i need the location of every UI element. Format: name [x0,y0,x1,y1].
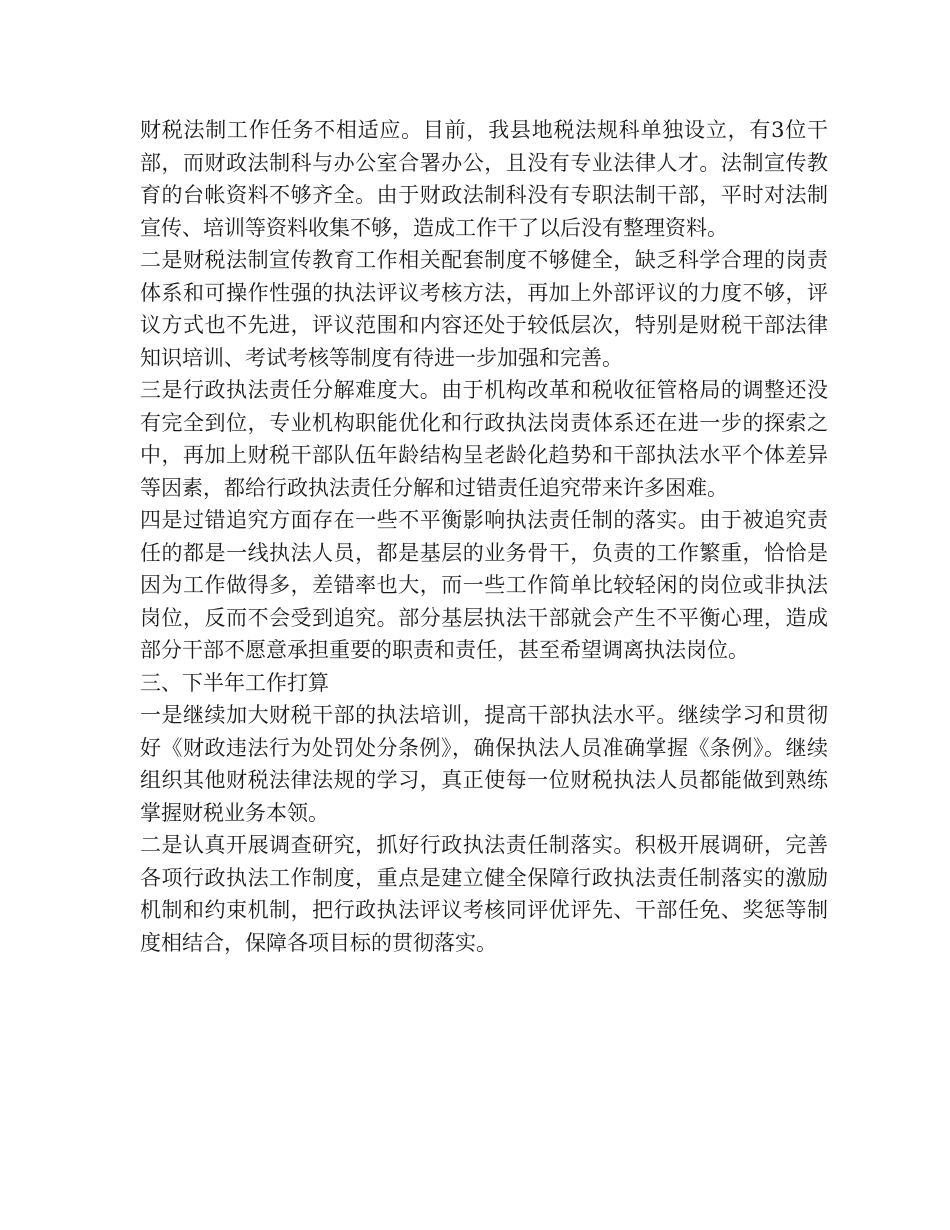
paragraph-point-four-accountability: 四是过错追究方面存在一些不平衡影响执法责任制的落实。由于被追究责任的都是一线执法人员，都是基层的业务骨干，负责的工作繁重，恰恰是因为工作做得多，差错率也大，而一些工作简单比较轻闲的岗位或非执法岗位，反而不会受到追究。部分基层执法干部就会产生不平衡心理，造成部分干部不愿意承担重要的职责和责任，甚至希望调离执法岗位。 [140,508,828,662]
section-heading-second-half-plan: 三、下半年工作打算 [140,670,329,695]
paragraph-staffing-shortage: 财税法制工作任务不相适应。目前，我县地税法规科单独设立，有3位干部，而财政法制科与办公室合署办公，且没有专业法律人才。法制宣传教育的台帐资料不够齐全。由于财政法制科没有专职法制干部，平时对法制宣传、培训等资料收集不够，造成工作干了以后没有整理资料。 [140,118,828,240]
paragraph-plan-two-research: 二是认真开展调查研究，抓好行政执法责任制落实。积极开展调研，完善各项行政执法工作制度，重点是建立健全保障行政执法责任制落实的激励机制和约束机制，把行政执法评议考核同评优评先、干部任免、奖惩等制度相结合，保障各项目标的贯彻落实。 [140,833,828,955]
document-body [140,114,828,959]
paragraph-point-three-responsibility: 三是行政执法责任分解难度大。由于机构改革和税收征管格局的调整还没有完全到位，专业机构职能优化和行政执法岗责体系还在进一步的探索之中，再加上财税干部队伍年龄结构呈老龄化趋势和干部执法水平个体差异等因素，都给行政执法责任分解和过错责任追究带来许多困难。 [140,378,828,500]
paragraph-point-two-systems: 二是财税法制宣传教育工作相关配套制度不够健全，缺乏科学合理的岗责体系和可操作性强的执法评议考核方法，再加上外部评议的力度不够，评议方式也不先进，评议范围和内容还处于较低层次，特别是财税干部法律知识培训、考试考核等制度有待进一步加强和完善。 [140,248,828,370]
paragraph-plan-one-training: 一是继续加大财税干部的执法培训，提高干部执法水平。继续学习和贯彻好《财政违法行为处罚处分条例》，确保执法人员准确掌握《条例》。继续组织其他财税法律法规的学习，真正使每一位财税执法人员都能做到熟练掌握财税业务本领。 [140,703,828,825]
